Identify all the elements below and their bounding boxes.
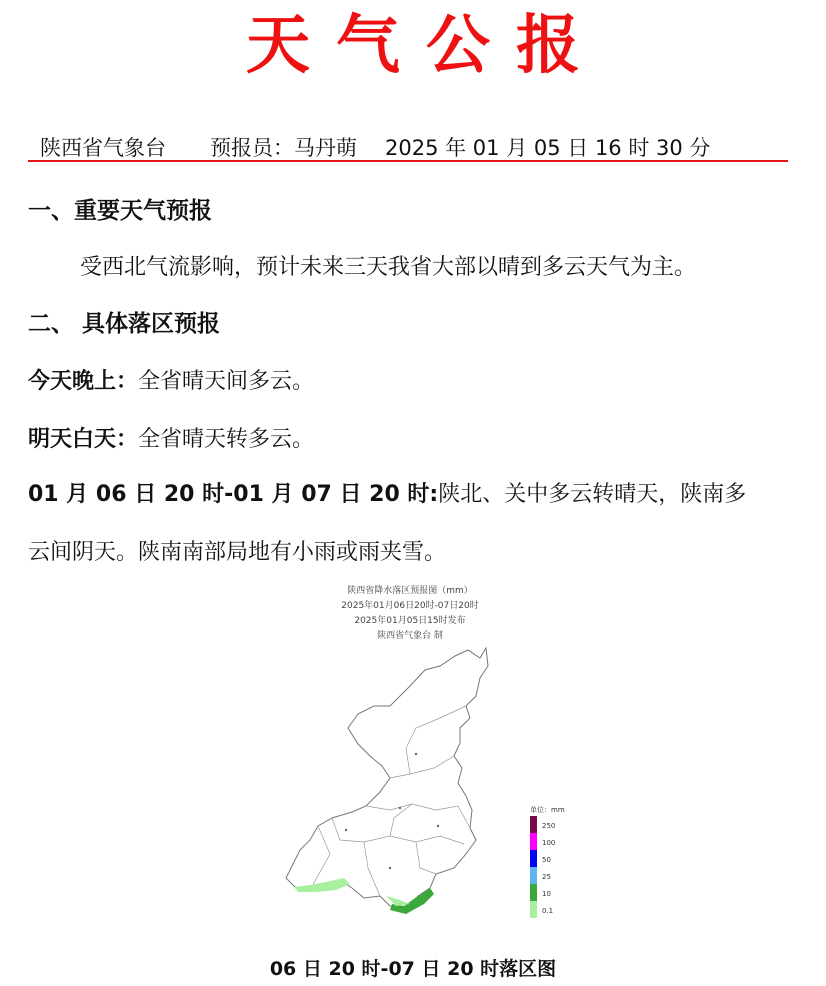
forecaster-name: 预报员：马丹萌 [210, 136, 357, 160]
header-divider [28, 160, 788, 162]
city-dot [389, 867, 391, 869]
city-dot [437, 825, 439, 827]
legend-swatch [530, 816, 537, 833]
city-dot [399, 807, 401, 809]
agency-name: 陕西省气象台 [40, 136, 166, 160]
tomorrow-forecast [28, 422, 314, 453]
section-heading-important: 一、重要天气预报 [28, 198, 212, 224]
legend-label: 50 [542, 856, 551, 864]
precipitation-map [240, 578, 580, 930]
legend-swatch [530, 901, 537, 918]
map-title-line: 2025年01月05日15时发布 [354, 616, 466, 626]
province-outline [286, 648, 488, 908]
tomorrow-text: 全省晴天转多云。 [138, 427, 315, 452]
legend-swatch [530, 884, 537, 901]
legend-label: 10 [542, 890, 551, 898]
bulletin-title: 天气公报 [246, 8, 606, 83]
map-title-line: 陕西省降水落区预报图（mm） [347, 586, 473, 596]
tonight-forecast [28, 364, 314, 395]
legend [530, 816, 555, 918]
important-forecast-text: 受西北气流影响，预计未来三天我省大部以晴到多云天气为主。 [80, 255, 697, 280]
map-title-line: 2025年01月06日20时-07日20时 [341, 601, 479, 611]
tonight-label: 今天晚上： [28, 369, 139, 394]
issue-datetime: 2025 年 01 月 05 日 16 时 30 分 [385, 136, 711, 160]
legend-label: 25 [542, 873, 551, 881]
legend-label: 100 [542, 839, 556, 847]
period-label: 01 月 06 日 20 时-01 月 07 日 20 时: [28, 482, 439, 507]
city-dot [345, 829, 347, 831]
city-dot [415, 753, 417, 755]
map-svg [240, 578, 580, 930]
legend-label: 0.1 [542, 907, 554, 915]
tomorrow-label: 明天白天： [28, 427, 139, 452]
period-forecast [28, 477, 746, 508]
map-title-line: 陕西省气象台 制 [377, 631, 443, 641]
legend-title: 单位：mm [530, 806, 565, 814]
map-caption: 06 日 20 时-07 日 20 时落区图 [269, 958, 557, 980]
section-heading-detail: 二、 具体落区预报 [28, 311, 221, 337]
legend-label: 250 [542, 822, 556, 830]
tonight-text: 全省晴天间多云。 [138, 369, 315, 394]
period-forecast-cont: 云间阴天。陕南南部局地有小雨或雨夹雪。 [28, 540, 447, 565]
bulletin-header [40, 132, 790, 162]
legend-swatch [530, 867, 537, 884]
period-text-line1: 陕北、关中多云转晴天，陕南多 [438, 482, 747, 507]
legend-swatch [530, 850, 537, 867]
legend-swatch [530, 833, 537, 850]
